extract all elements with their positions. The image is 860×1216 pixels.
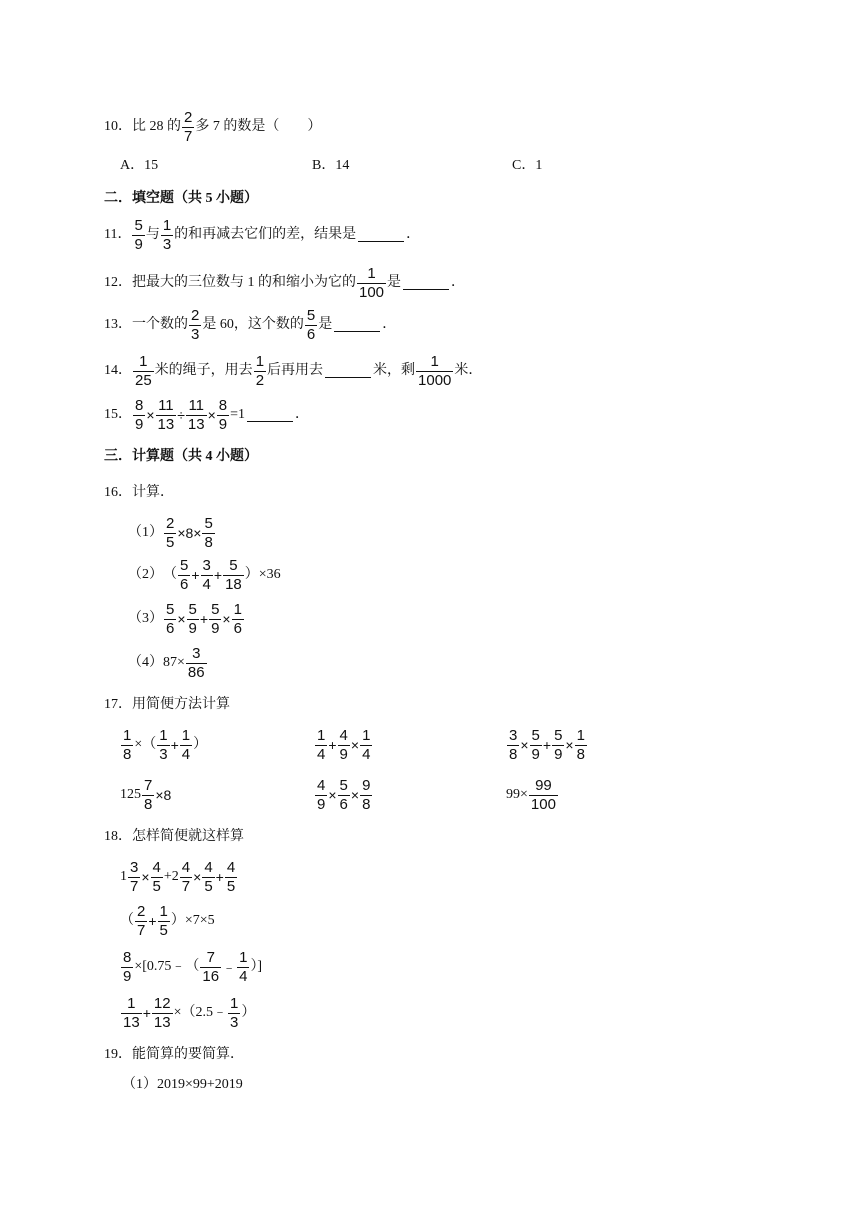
- question-11: 11． $\frac{5}{9}$ 与 $\frac{1}{3}$ 的和再减去它们的差，结果是 ．: [104, 217, 421, 253]
- fraction: $\frac{3}{8}$: [509, 727, 518, 763]
- question-number: 15．: [104, 407, 132, 423]
- section-heading-calculation: 三．计算题（共 4 小题）: [104, 449, 258, 464]
- question-18-expr-4: $\frac{1}{13}$ + $\frac{12}{13}$ ×（2.5﹣ $\frac{1}{3}$ ）: [123, 995, 256, 1031]
- question-18-expr-2: （ $\frac{2}{7}$ + $\frac{1}{5}$ ）×7×5: [120, 903, 215, 939]
- fraction: $\frac{3}{4}$: [202, 557, 211, 593]
- fraction: $\frac{1}{5}$: [159, 903, 168, 939]
- fraction: $\frac{11}{13}$: [157, 397, 175, 433]
- fraction: $\frac{8}{9}$: [135, 397, 144, 433]
- fraction: $\frac{5}{6}$: [180, 557, 189, 593]
- question-16-part-1: （1） $\frac{2}{5}$ ×8× $\frac{5}{8}$: [128, 515, 213, 551]
- fraction: $\frac{5}{9}$: [134, 217, 143, 253]
- question-18-expr-1: 1 $\frac{3}{7}$ × $\frac{4}{5}$ +2 $\frac{4}{7}$ × $\frac{4}{5}$ + $\frac{4}{5}$: [120, 859, 236, 895]
- fraction: $\frac{11}{13}$: [187, 397, 205, 433]
- fraction: $\frac{2}{7}$: [137, 903, 146, 939]
- question-19-part-1: （1）2019×99+2019: [122, 1077, 243, 1092]
- question-15: 15． $\frac{8}{9}$ × $\frac{11}{13}$ ÷ $\frac{11}{13}$ × $\frac{8}{9}$ =1 ．: [104, 397, 310, 433]
- fraction: $\frac{1}{13}$: [123, 995, 140, 1031]
- fraction: $\frac{5}{6}$: [166, 601, 175, 637]
- answer-blank: [358, 229, 404, 242]
- fraction: $\frac{1}{8}$: [123, 727, 132, 763]
- fraction: $\frac{4}{5}$: [226, 859, 236, 895]
- question-number: 14．: [104, 363, 132, 379]
- question-17-expr-6: 99× $\frac{99}{100}$: [506, 777, 556, 813]
- question-16-part-4: （4） 87× $\frac{3}{86}$: [128, 645, 205, 681]
- fraction: $\frac{1}{8}$: [576, 727, 585, 763]
- fraction: $\frac{2}{5}$: [166, 515, 175, 551]
- fraction: $\frac{7}{8}$: [144, 777, 153, 813]
- question-number: 13．: [104, 317, 132, 333]
- section-heading-fill-in: 二．填空题（共 5 小题）: [104, 191, 258, 206]
- fraction: $\frac{1}{100}$: [359, 265, 385, 301]
- fraction: $\frac{5}{8}$: [204, 515, 213, 551]
- question-number: 16．: [104, 485, 132, 500]
- question-number: 17．: [104, 697, 132, 712]
- fraction: $\frac{1}{3}$: [159, 727, 168, 763]
- fraction: $\frac{4}{7}$: [181, 859, 191, 895]
- fraction: $\frac{7}{16}$: [202, 949, 220, 985]
- fraction: $\frac{5}{9}$: [188, 601, 197, 637]
- fraction: $\frac{12}{13}$: [153, 995, 171, 1031]
- question-16-part-3: （3） $\frac{5}{6}$ × $\frac{5}{9}$ + $\frac{5}{9}$ × $\frac{1}{6}$: [128, 601, 242, 637]
- fraction: $\frac{1}{3}$: [162, 217, 172, 253]
- fraction: $\frac{4}{9}$: [339, 727, 348, 763]
- fraction: $\frac{5}{9}$: [554, 727, 563, 763]
- question-10-options: [120, 158, 720, 174]
- answer-blank: [325, 365, 371, 378]
- question-number: 19．: [104, 1047, 132, 1062]
- fraction: $\frac{5}{9}$: [531, 727, 540, 763]
- answer-blank: [334, 319, 380, 332]
- fraction: $\frac{1}{3}$: [229, 995, 239, 1031]
- answer-blank: [247, 409, 293, 422]
- fraction: $\frac{5}{6}$: [339, 777, 348, 813]
- question-number: 12．: [104, 275, 132, 291]
- fraction: $\frac{3}{86}$: [187, 645, 205, 681]
- question-17-expr-2: $\frac{1}{4}$ + $\frac{4}{9}$ × $\frac{1}{4}$: [317, 727, 371, 763]
- question-number: 18．: [104, 829, 132, 844]
- question-10: 10． 比 28 的 $\frac{2}{7}$ 多 7 的数是（ ）: [104, 109, 322, 145]
- question-16: 16． 计算．: [104, 485, 174, 500]
- question-18: 18． 怎样简便就这样算: [104, 829, 244, 844]
- fraction: $\frac{1}{1000}$: [418, 353, 452, 389]
- question-14: 14． $\frac{1}{25}$ 米的绳子，用去 $\frac{1}{2}$ 后再用去 米，剩 $\frac{1}{1000}$ 米．: [104, 353, 483, 389]
- question-19: 19． 能简算的要简算．: [104, 1047, 244, 1062]
- fraction: $\frac{4}{9}$: [317, 777, 326, 813]
- fraction: $\frac{8}{9}$: [218, 397, 228, 433]
- question-number: 10．: [104, 119, 132, 135]
- fraction: $\frac{9}{8}$: [362, 777, 371, 813]
- question-17: 17． 用简便方法计算: [104, 697, 230, 712]
- question-17-expr-3: $\frac{3}{8}$ × $\frac{5}{9}$ + $\frac{5}{9}$ × $\frac{1}{8}$: [509, 727, 585, 763]
- option-c: C．1: [512, 158, 543, 173]
- fraction: $\frac{1}{4}$: [181, 727, 191, 763]
- fraction: $\frac{3}{7}$: [130, 859, 139, 895]
- question-17-expr-4: 125 $\frac{7}{8}$ ×8: [120, 777, 172, 813]
- fraction: $\frac{8}{9}$: [123, 949, 132, 985]
- question-17-expr-1: $\frac{1}{8}$ ×（ $\frac{1}{3}$ + $\frac{1}{4}$ ）: [123, 727, 208, 763]
- question-16-part-2: （2） （ $\frac{5}{6}$ + $\frac{3}{4}$ + $\frac{5}{18}$ ）×36: [128, 557, 281, 593]
- question-18-expr-3: $\frac{8}{9}$ ×[0.75﹣（ $\frac{7}{16}$ ﹣ $\frac{1}{4}$ ）]: [123, 949, 263, 985]
- fraction: $\frac{1}{25}$: [135, 353, 152, 389]
- question-17-expr-5: $\frac{4}{9}$ × $\frac{5}{6}$ × $\frac{9}{8}$: [317, 777, 371, 813]
- fraction: $\frac{5}{9}$: [211, 601, 220, 637]
- question-number: 11．: [104, 227, 132, 243]
- option-b: B．14: [312, 158, 350, 173]
- fraction: $\frac{1}{4}$: [317, 727, 326, 763]
- fraction: $\frac{4}{5}$: [152, 859, 161, 895]
- fraction: $\frac{2}{3}$: [191, 307, 200, 343]
- answer-blank: [403, 277, 449, 290]
- fraction: $\frac{1}{2}$: [255, 353, 265, 389]
- fraction: $\frac{2}{7}$: [184, 109, 193, 145]
- fraction: $\frac{99}{100}$: [530, 777, 556, 813]
- fraction: $\frac{5}{18}$: [225, 557, 242, 593]
- question-12: 12． 把最大的三位数与 1 的和缩小为它的 $\frac{1}{100}$ 是 ．: [104, 265, 466, 301]
- question-13: 13． 一个数的 $\frac{2}{3}$ 是 60，这个数的 $\frac{5}{6}$ 是 ．: [104, 307, 397, 343]
- fraction: $\frac{1}{4}$: [362, 727, 371, 763]
- fraction: $\frac{1}{6}$: [233, 601, 242, 637]
- fraction: $\frac{5}{6}$: [306, 307, 316, 343]
- option-a: A．15: [120, 158, 159, 173]
- fraction: $\frac{4}{5}$: [204, 859, 213, 895]
- fraction: $\frac{1}{4}$: [239, 949, 248, 985]
